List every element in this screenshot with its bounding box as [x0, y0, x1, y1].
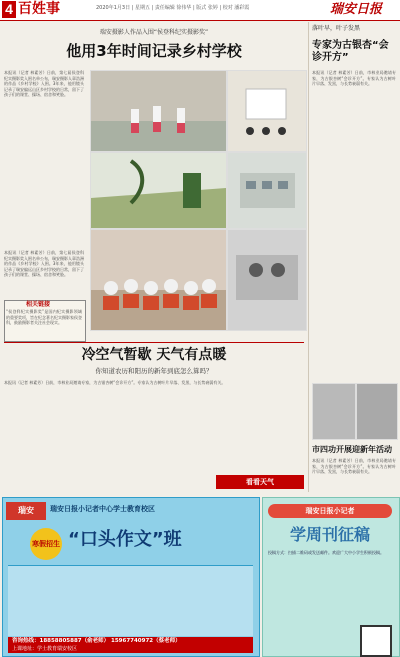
photo-playground — [90, 152, 227, 229]
photo-students-schoolyard — [90, 70, 227, 152]
related-box-title: 相关链接 — [26, 301, 51, 308]
sidebar-body: 本报讯（记者 林素芳）日前，市林业局邀请专家，为古银杏树“会诊开方”。专家认为古树叶片早落、发黑，与长势衰弱有关。 — [312, 70, 396, 87]
photo-playground-svg — [91, 153, 226, 228]
section-title: 百姓事 — [18, 1, 60, 17]
weather-headline: 冷空气暂歇 天气有点暖 — [81, 347, 227, 363]
photo-ginkgo-2 — [356, 383, 398, 440]
qr-code-icon — [360, 625, 392, 657]
sidebar-headline-2: 市四功开展迎新年活动 — [312, 445, 392, 454]
weather-tag: 看看天气 — [216, 475, 304, 489]
main-body-left: 本报讯（记者 林素芳）日前，第七届侯登科纪实摄影奖入围名单公布，瑞安摄影人章浩洲的作品《乡村学校》入围。3年来，他用镜头记录了瑞安偏远山区乡村学校的日常，留下了孩子们的课堂、操场、宿舍和笑脸。 — [4, 70, 84, 98]
main-body-left-2: 本报讯（记者 林素芳）日前，第七届侯登科纪实摄影奖入围名单公布，瑞安摄影人章浩洲的作品《乡村学校》入围。3年来，他用镜头记录了瑞安偏远山区乡村学校的日常，留下了孩子们的课堂、操场、宿舍和笑脸。 — [4, 250, 84, 278]
photo-students-studying — [227, 229, 307, 331]
sidebar-headline: 专家为古银杏“会诊开方” — [312, 40, 389, 63]
photo-classroom-desks — [227, 70, 307, 152]
sidebar-body-2: 本报讯（记者 林素芳）日前，市林业局邀请专家，为古银杏树“会诊开方”。专家认为古树叶片早落、发黑，与长势衰弱有关。 — [312, 458, 396, 475]
ad-right-text: 投稿方式：扫描二维码或发送邮件。欢迎广大中小学生积极投稿。 — [268, 550, 384, 555]
photo-school-building-svg — [228, 153, 306, 228]
ad-right-title: 学周刊征稿 — [289, 525, 370, 544]
main-kicker: 瑞安摄影人作品入围“侯登科纪实摄影奖” — [99, 29, 209, 36]
ad-left-badge: 寒假招生 — [30, 528, 62, 560]
sidebar-kicker: 落叶早，叶子发黑 — [312, 25, 361, 32]
issue-meta: 2020年1月3日 | 星期五 | 责任编辑 徐伟华 | 版式 张婷 | 校对 潘彩霞 — [96, 5, 250, 11]
photo-ginkgo-1 — [312, 383, 356, 440]
photo-school-building — [227, 152, 307, 229]
related-box-text: “侯登科纪实摄影奖”是国内纪实摄影领域的重要奖项，旨在纪念著名纪实摄影家侯登科，鼓励摄影者关注社会现实。 — [6, 309, 82, 326]
photo-group-of-students — [90, 229, 227, 331]
ad-left-address: 上课地址：学士教育瑞安校区 — [12, 646, 78, 652]
ad-left-info-panel — [8, 565, 253, 636]
ad-left-title: “口头作文”班 — [68, 529, 182, 550]
photo-classroom-desks-svg — [228, 71, 306, 151]
ad-left-phone: 咨询热线：18858805887（俞老师） 15967740972（蔡老师） — [12, 638, 181, 644]
newspaper-logo: 瑞安日报 — [330, 2, 383, 17]
ad-left-brand: 瑞安日报小记者中心学士教育校区 — [50, 505, 155, 513]
weather-subhead: 你知道农历和阳历的新年到底怎么算吗？ — [95, 367, 213, 375]
ad-left-logo: 瑞安 — [6, 502, 46, 520]
photo-students-studying-svg — [228, 230, 306, 330]
section-divider — [4, 342, 304, 343]
page-number: 4 — [2, 1, 16, 18]
photo-group-of-students-svg — [91, 230, 226, 330]
ad-right-brand: 瑞安日报小记者 — [268, 504, 392, 518]
main-headline: 他用3年时间记录乡村学校 — [66, 42, 242, 60]
weather-body: 本报讯（记者 林素芳）日前，市林业局邀请专家，为古银杏树“会诊开方”。专家认为古树叶片早落、发黑，与长势衰弱有关。 — [4, 380, 226, 385]
photo-students-schoolyard-svg — [91, 71, 226, 151]
